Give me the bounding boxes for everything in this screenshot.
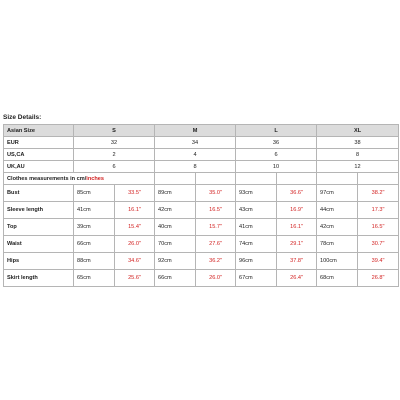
- inch-value: 34.6": [115, 253, 155, 270]
- size-value: 6: [74, 161, 155, 173]
- cm-value: 44cm: [317, 202, 358, 219]
- measurements-header-inches: inches: [86, 175, 105, 182]
- size-value: 4: [155, 149, 236, 161]
- cm-value: 78cm: [317, 236, 358, 253]
- measurement-row: [4, 219, 399, 236]
- size-conversion-row: [4, 137, 399, 149]
- cm-value: 65cm: [74, 270, 115, 287]
- measurement-label: Skirt length: [4, 270, 74, 287]
- size-value: 36: [236, 137, 317, 149]
- measurement-label: Waist: [4, 236, 74, 253]
- cm-value: 68cm: [317, 270, 358, 287]
- size-chart-body: [4, 125, 399, 287]
- cm-value: 88cm: [74, 253, 115, 270]
- inch-value: 16.1": [277, 219, 317, 236]
- cm-value: 40cm: [155, 219, 196, 236]
- inch-value: 15.7": [196, 219, 236, 236]
- cm-value: 66cm: [74, 236, 115, 253]
- empty-cell: [196, 173, 236, 185]
- inch-value: 16.5": [358, 219, 399, 236]
- inch-value: 33.5": [115, 185, 155, 202]
- size-chart-table: [3, 124, 399, 287]
- size-value: 8: [155, 161, 236, 173]
- inch-value: 16.1": [115, 202, 155, 219]
- cm-value: 41cm: [74, 202, 115, 219]
- inch-value: 38.2": [358, 185, 399, 202]
- inch-value: 29.1": [277, 236, 317, 253]
- region-label: US,CA: [4, 149, 74, 161]
- inch-value: 17.3": [358, 202, 399, 219]
- empty-cell: [236, 173, 277, 185]
- size-conversion-row: [4, 161, 399, 173]
- measurement-row: [4, 236, 399, 253]
- cm-value: 97cm: [317, 185, 358, 202]
- cm-value: 43cm: [236, 202, 277, 219]
- cm-value: 85cm: [74, 185, 115, 202]
- size-value: 8: [317, 149, 399, 161]
- inch-value: 27.6": [196, 236, 236, 253]
- page-title: Size Details:: [3, 114, 42, 121]
- size-value: 38: [317, 137, 399, 149]
- inch-value: 15.4": [115, 219, 155, 236]
- size-value: 32: [74, 137, 155, 149]
- empty-cell: [155, 173, 196, 185]
- cm-value: 70cm: [155, 236, 196, 253]
- size-value: 10: [236, 161, 317, 173]
- cm-value: 74cm: [236, 236, 277, 253]
- size-header-cell: S: [74, 125, 155, 137]
- measurement-row: [4, 202, 399, 219]
- cm-value: 89cm: [155, 185, 196, 202]
- measurement-label: Top: [4, 219, 74, 236]
- cm-value: 92cm: [155, 253, 196, 270]
- cm-value: 42cm: [317, 219, 358, 236]
- measurement-label: Hips: [4, 253, 74, 270]
- inch-value: 30.7": [358, 236, 399, 253]
- measurement-row: [4, 270, 399, 287]
- measurement-label: Bust: [4, 185, 74, 202]
- inch-value: 26.4": [277, 270, 317, 287]
- inch-value: 39.4": [358, 253, 399, 270]
- size-header-cell: M: [155, 125, 236, 137]
- inch-value: 26.8": [358, 270, 399, 287]
- cm-value: 93cm: [236, 185, 277, 202]
- measurement-row: [4, 253, 399, 270]
- size-value: 12: [317, 161, 399, 173]
- size-conversion-row: [4, 149, 399, 161]
- inch-value: 37.8": [277, 253, 317, 270]
- inch-value: 16.5": [196, 202, 236, 219]
- cm-value: 39cm: [74, 219, 115, 236]
- measurement-row: [4, 185, 399, 202]
- size-header-cell: XL: [317, 125, 399, 137]
- inch-value: 16.9": [277, 202, 317, 219]
- inch-value: 35.0": [196, 185, 236, 202]
- inch-value: 36.2": [196, 253, 236, 270]
- size-header-cell: L: [236, 125, 317, 137]
- cm-value: 67cm: [236, 270, 277, 287]
- region-label: EUR: [4, 137, 74, 149]
- empty-cell: [277, 173, 317, 185]
- measurement-label: Sleeve length: [4, 202, 74, 219]
- cm-value: 100cm: [317, 253, 358, 270]
- size-value: 6: [236, 149, 317, 161]
- inch-value: 26.0": [115, 236, 155, 253]
- empty-cell: [317, 173, 358, 185]
- region-label: UK,AU: [4, 161, 74, 173]
- measurements-header: [4, 173, 155, 185]
- inch-value: 25.6": [115, 270, 155, 287]
- size-value: 2: [74, 149, 155, 161]
- inch-value: 26.0": [196, 270, 236, 287]
- size-value: 34: [155, 137, 236, 149]
- size-header-row: [4, 125, 399, 137]
- inch-value: 36.6": [277, 185, 317, 202]
- cm-value: 66cm: [155, 270, 196, 287]
- empty-cell: [358, 173, 399, 185]
- cm-value: 41cm: [236, 219, 277, 236]
- cm-value: 42cm: [155, 202, 196, 219]
- size-header-label: Asian Size: [4, 125, 74, 137]
- measurements-header-text: Clothes measurements in cm/: [7, 175, 87, 182]
- cm-value: 96cm: [236, 253, 277, 270]
- measurements-header-row: [4, 173, 399, 185]
